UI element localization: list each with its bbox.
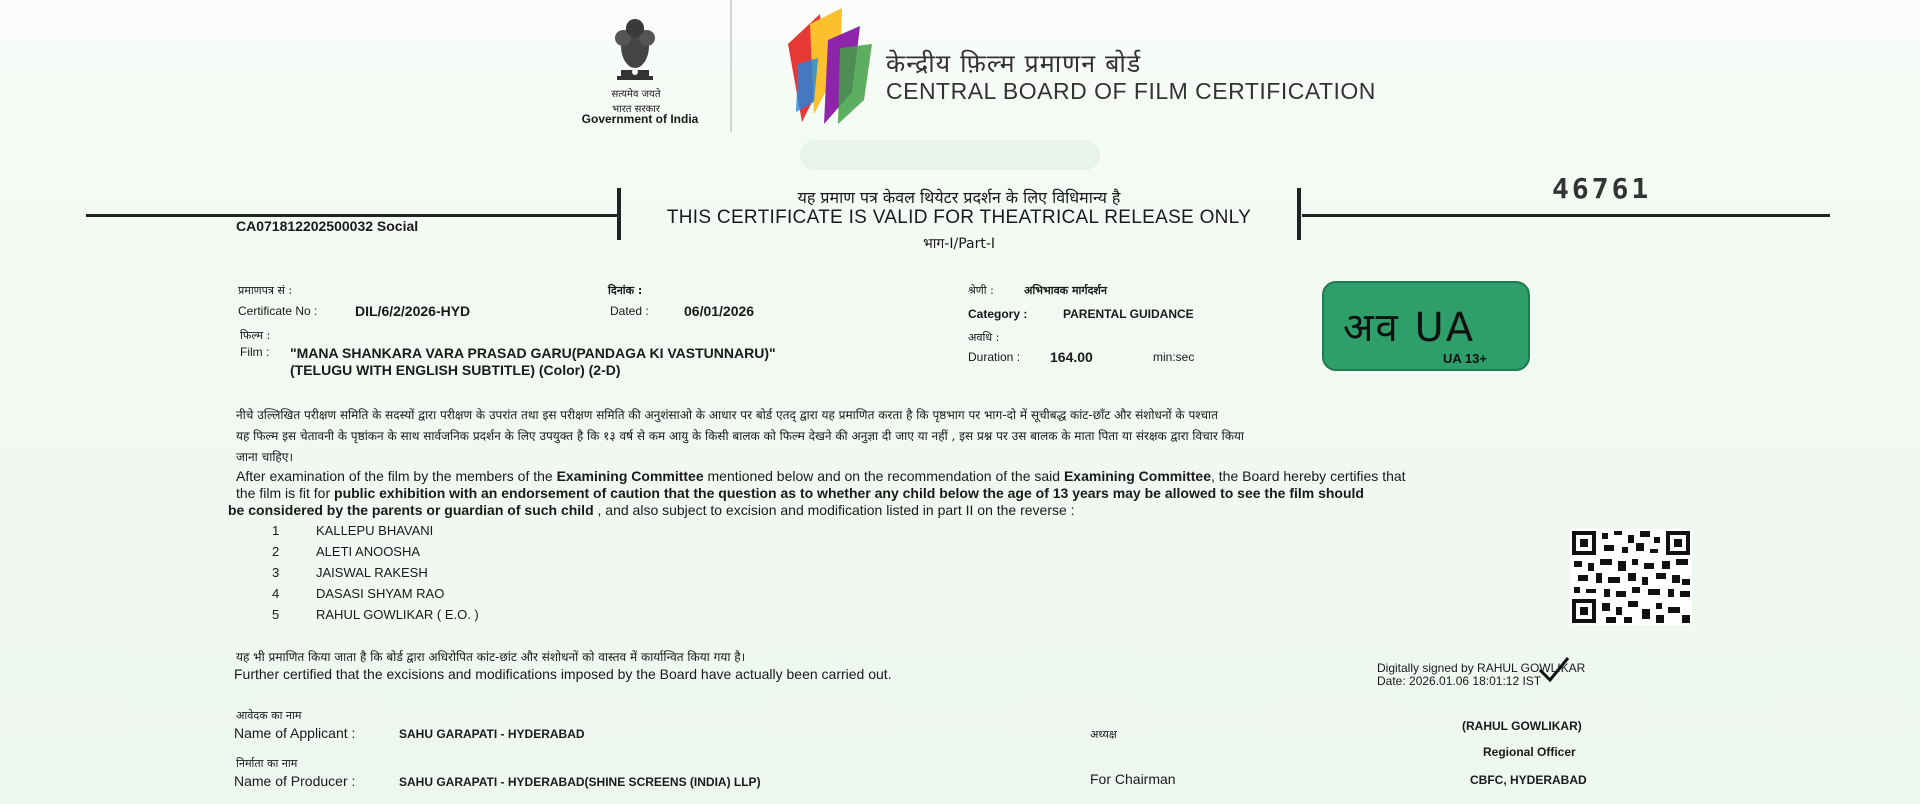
- gov-hindi: भारत सरकार: [612, 104, 660, 115]
- en-l1a: After examination of the film by the members of the: [236, 468, 557, 484]
- en-l2b: public exhibition with an endorsement of caution that the question as to whether any child below the age of 13 years may be allowed to see the film should: [334, 485, 1364, 501]
- for-chairman: For Chairman: [1090, 771, 1176, 787]
- rule-right: [1302, 214, 1830, 217]
- en-l2a: the film is fit for: [236, 485, 335, 501]
- duration-unit: min:sec: [1153, 350, 1195, 364]
- signature-check-icon: [1538, 656, 1570, 689]
- hindi-para-line3: जाना चाहिए।: [236, 450, 293, 464]
- member-num: 3: [272, 565, 280, 580]
- member-name: ALETI ANOOSHA: [316, 544, 421, 559]
- brand-english: CENTRAL BOARD OF FILM CERTIFICATION: [886, 78, 1376, 104]
- member-name: RAHUL GOWLIKAR ( E.O. ): [316, 607, 479, 622]
- validity-part: भाग-I/Part-I: [922, 236, 996, 252]
- list-item: [272, 544, 672, 565]
- member-name: DASASI SHYAM RAO: [316, 586, 445, 601]
- list-item: [272, 607, 672, 628]
- en-l1e: , the Board hereby certifies that: [1211, 468, 1406, 484]
- cert-no-label-hi: प्रमाणपत्र सं :: [238, 284, 293, 297]
- date-label: Dated :: [610, 304, 649, 318]
- national-emblem-icon: [600, 10, 670, 86]
- category-value-hi: अभिभावक मार्गदर्शन: [1024, 284, 1108, 297]
- producer-label: Name of Producer :: [234, 773, 356, 789]
- further-hindi: यह भी प्रमाणित किया जाता है कि बोर्ड द्वारा अधिरोपित कांट-छांट और संशोधनों को वास्तव में कार्यान्वित किया गया है।: [236, 650, 746, 664]
- film-label-hi: फिल्म :: [240, 329, 271, 342]
- cbfc-logo-icon: [780, 4, 876, 133]
- date-value: 06/01/2026: [684, 303, 755, 319]
- applicant-value: SAHU GARAPATI - HYDERABAD: [399, 727, 585, 741]
- member-num: 1: [272, 523, 280, 538]
- en-l1d: Examining Committee: [1063, 468, 1211, 484]
- list-item: [272, 586, 672, 607]
- english-para-line3: [228, 502, 1075, 518]
- member-name: KALLEPU BHAVANI: [316, 523, 434, 538]
- en-l1b: Examining Committee: [556, 468, 704, 484]
- validity-hindi: यह प्रमाण पत्र केवल थियेटर प्रदर्शन के लिए विधिमान्य है: [797, 188, 1121, 207]
- duration-label-hi: अवधि :: [968, 331, 1000, 344]
- officer-office: CBFC, HYDERABAD: [1470, 773, 1587, 787]
- film-title-line2: (TELUGU WITH ENGLISH SUBTITLE) (Color) (2-D): [290, 362, 621, 378]
- member-num: 4: [272, 586, 280, 601]
- qr-code-icon: [1570, 529, 1692, 625]
- brand-hindi: केन्द्रीय फ़िल्म प्रमाणन बोर्ड: [886, 49, 1142, 78]
- serial-number: 46761: [1552, 172, 1652, 205]
- emblem-motto: सत्यमेव जयते: [611, 89, 661, 100]
- producer-value: SAHU GARAPATI - HYDERABAD(SHINE SCREENS (INDIA) LLP): [399, 775, 761, 789]
- list-item: [272, 523, 672, 544]
- rating-badge-text: अव UA: [1343, 305, 1476, 351]
- english-para-line1: [236, 468, 1406, 484]
- film-label: Film :: [240, 345, 270, 359]
- date-label-hi: दिनांक :: [608, 284, 643, 297]
- committee-list: [272, 523, 672, 628]
- cert-no-label: Certificate No :: [238, 304, 318, 318]
- hindi-para-line2: यह फिल्म इस चेतावनी के पृष्ठांकन के साथ सार्वजनिक प्रदर्शन के लिए उपयुक्त है कि १३ वर्ष से कम आयु के किसी बालक को फिल्म देखने की अनुज्ञा दी जाए या नहीं , इस प्रश्न पर उस बालक के माता पिता या संरक्षक द्वारा विचार किया: [236, 429, 1245, 443]
- english-para-line2: [236, 485, 1364, 501]
- applicant-label-hi: आवेदक का नाम: [236, 709, 302, 722]
- band-bar-right: [1297, 188, 1301, 240]
- list-item: [272, 565, 672, 586]
- en-l3b: , and also subject to excision and modification listed in part II on the reverse :: [593, 502, 1075, 518]
- rule-left: [86, 214, 619, 217]
- further-english: Further certified that the excisions and modifications imposed by the Board have actually been carried out.: [234, 666, 892, 682]
- officer-name: (RAHUL GOWLIKAR): [1462, 719, 1582, 733]
- rating-badge-sub: UA 13+: [1443, 351, 1487, 366]
- producer-label-hi: निर्माता का नाम: [236, 757, 298, 770]
- member-num: 5: [272, 607, 280, 622]
- member-name: JAISWAL RAKESH: [316, 565, 428, 580]
- en-l3a: be considered by the parents or guardian of such child: [228, 502, 594, 518]
- signed-date: Date: 2026.01.06 18:01:12 IST: [1377, 674, 1542, 688]
- validity-english: THIS CERTIFICATE IS VALID FOR THEATRICAL RELEASE ONLY: [666, 207, 1252, 228]
- cert-no-value: DIL/6/2/2026-HYD: [355, 303, 471, 319]
- applicant-label: Name of Applicant :: [234, 725, 356, 741]
- chairman-hi: अध्यक्ष: [1090, 728, 1117, 741]
- duration-label: Duration :: [968, 350, 1021, 364]
- en-l1c: mentioned below and on the recommendation of the said: [703, 468, 1064, 484]
- film-title-line1: "MANA SHANKARA VARA PRASAD GARU(PANDAGA KI VASTUNNARU)": [290, 345, 776, 361]
- hindi-para-line1: नीचे उल्लिखित परीक्षण समिति के सदस्यों द्वारा परीक्षण के उपरांत तथा इस परीक्षण समिति की अनुशंसाओ के आधार पर बोर्ड एतद् द्वारा यह प्रमाणित करता है कि पृष्ठभाग पर भाग-दो में सूचीबद्ध कांट-छाँट और संशोधनों के पश्चात: [236, 408, 1218, 422]
- duration-value: 164.00: [1050, 349, 1093, 365]
- category-value: PARENTAL GUIDANCE: [1063, 307, 1194, 321]
- category-label-hi: श्रेणी :: [968, 284, 994, 297]
- watermark-band: [800, 140, 1100, 170]
- member-num: 2: [272, 544, 280, 559]
- signed-by: Digitally signed by RAHUL GOWLIKAR: [1377, 661, 1586, 675]
- gov-english: Government of India: [581, 112, 699, 126]
- officer-title: Regional Officer: [1483, 745, 1576, 759]
- header-divider: [730, 0, 732, 132]
- certificate-id: CA071812202500032 Social: [236, 218, 419, 234]
- category-label: Category :: [968, 307, 1028, 321]
